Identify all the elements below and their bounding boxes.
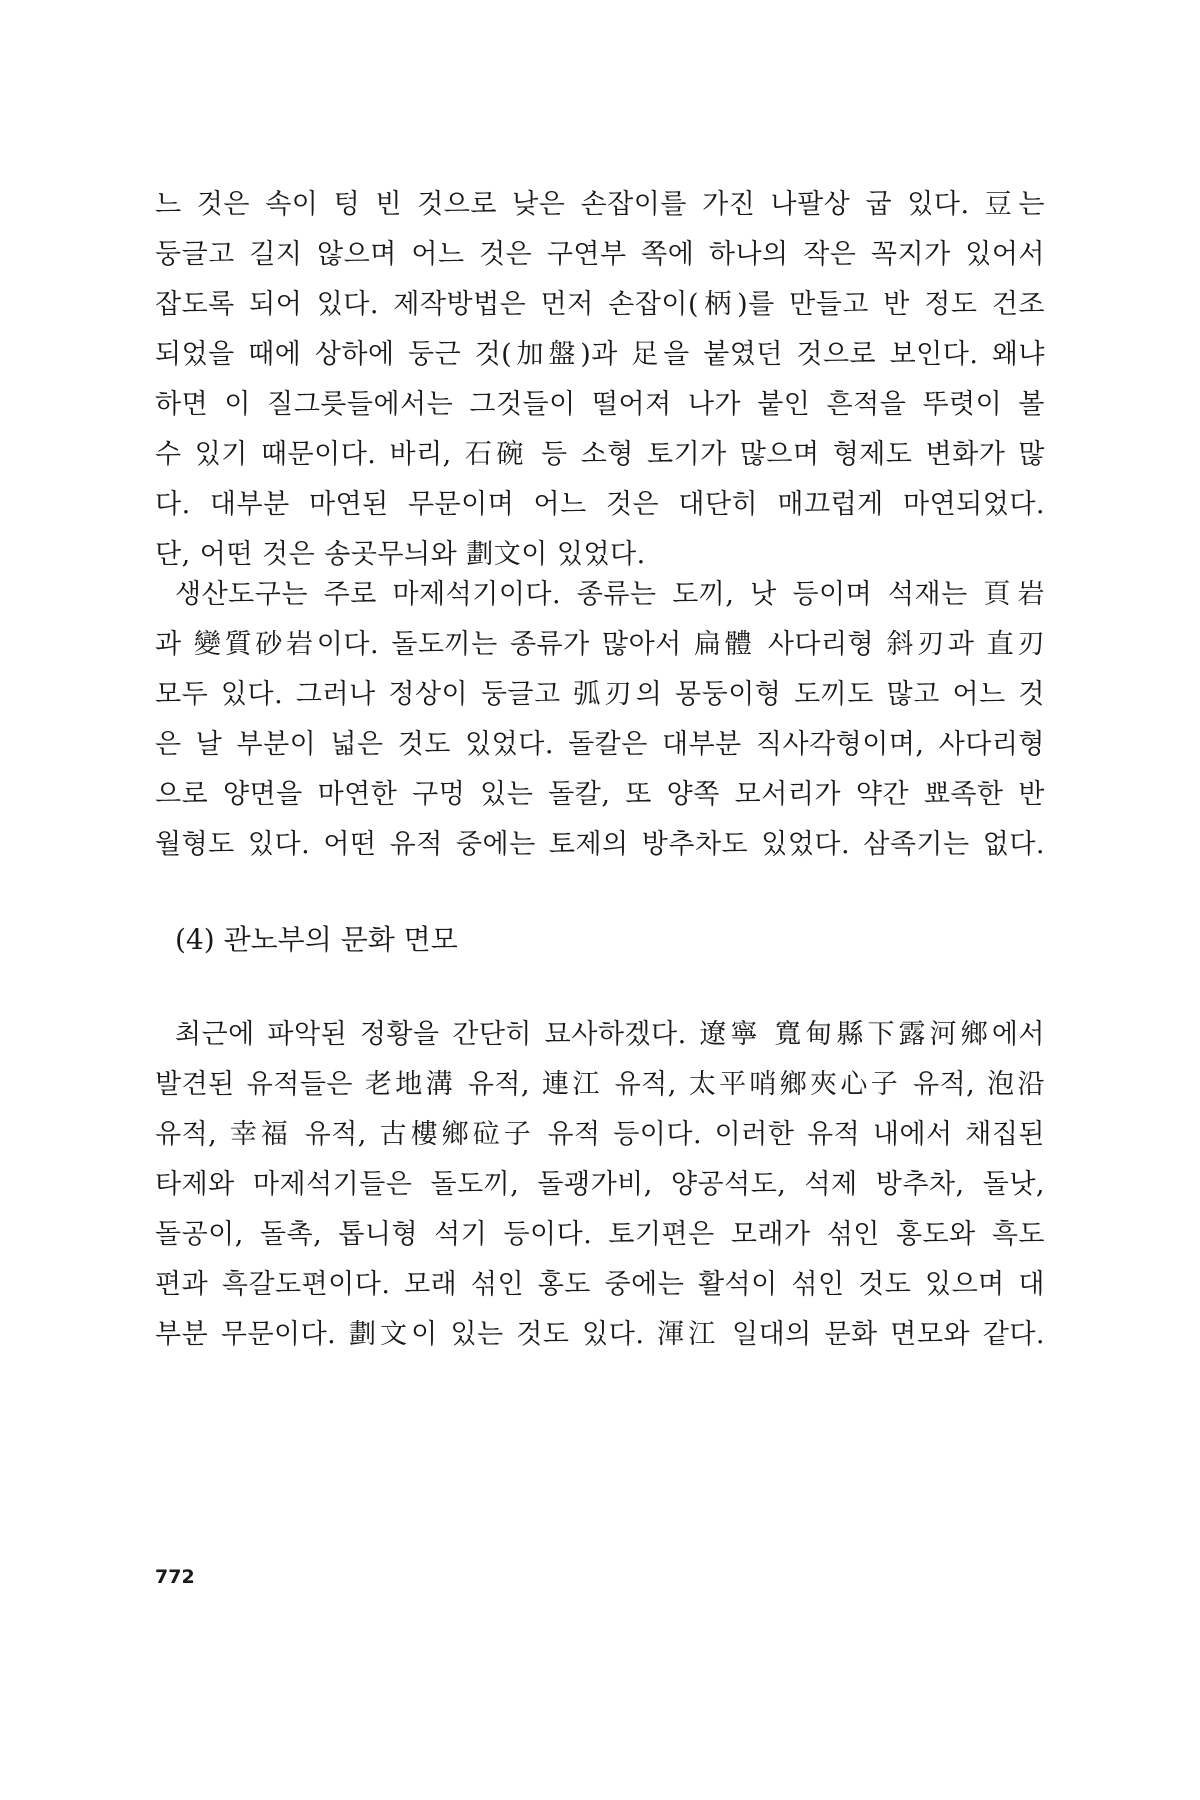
text-line: 유적, 幸福 유적, 古樓鄉砬子 유적 등이다. 이러한 유적 내에서 채집된 [155, 1119, 1045, 1150]
text-line: 잡도록 되어 있다. 제작방법은 먼저 손잡이(柄)를 만들고 반 정도 건조 [155, 289, 1045, 320]
section-heading: (4) 관노부의 문화 면모 [175, 923, 458, 956]
page-number: 772 [155, 1566, 195, 1588]
text-line: 으로 양면을 마연한 구멍 있는 돌칼, 또 양쪽 모서리가 약간 뾰족한 반 [155, 779, 1045, 810]
text-line: 생산도구는 주로 마제석기이다. 종류는 도끼, 낫 등이며 석재는 頁岩 [175, 579, 1045, 610]
text-line: 모두 있다. 그러나 정상이 둥글고 弧刃의 몽둥이형 도끼도 많고 어느 것 [155, 679, 1045, 710]
text-line: 은 날 부분이 넓은 것도 있었다. 돌칼은 대부분 직사각형이며, 사다리형 [155, 729, 1045, 760]
text-line: 발견된 유적들은 老地溝 유적, 連江 유적, 太平哨鄉夾心子 유적, 泡沿 [155, 1069, 1045, 1100]
text-line: 느 것은 속이 텅 빈 것으로 낮은 손잡이를 가진 나팔상 굽 있다. 豆는 [155, 189, 1045, 220]
text-line: 타제와 마제석기들은 돌도끼, 돌괭가비, 양공석도, 석제 방추차, 돌낫, [155, 1169, 1045, 1200]
text-line: 최근에 파악된 정황을 간단히 묘사하겠다. 遼寧 寬甸縣下露河鄉에서 [175, 1019, 1045, 1050]
text-line: 월형도 있다. 어떤 유적 중에는 토제의 방추차도 있었다. 삼족기는 없다. [155, 829, 1045, 860]
paragraph-gwannobu-culture [155, 1010, 1045, 1360]
paragraph-tools [155, 570, 1045, 870]
text-line: 단, 어떤 것은 송곳무늬와 劃文이 있었다. [155, 539, 646, 570]
text-line: 둥글고 길지 않으며 어느 것은 구연부 쪽에 하나의 작은 꼭지가 있어서 [155, 239, 1045, 270]
text-line: 과 變質砂岩이다. 돌도끼는 종류가 많아서 扁體 사다리형 斜刃과 直刃 [155, 629, 1045, 660]
text-line: 하면 이 질그릇들에서는 그것들이 떨어져 나가 붙인 흔적을 뚜렷이 볼 [155, 389, 1045, 420]
text-line: 부분 무문이다. 劃文이 있는 것도 있다. 渾江 일대의 문화 면모와 같다. [155, 1319, 1045, 1350]
text-line: 수 있기 때문이다. 바리, 石碗 등 소형 토기가 많으며 형제도 변화가 많 [155, 439, 1045, 470]
text-line: 돌공이, 돌촉, 톱니형 석기 등이다. 토기편은 모래가 섞인 홍도와 흑도 [155, 1219, 1045, 1250]
text-line: 편과 흑갈도편이다. 모래 섞인 홍도 중에는 활석이 섞인 것도 있으며 대 [155, 1269, 1045, 1300]
text-line: 다. 대부분 마연된 무문이며 어느 것은 대단히 매끄럽게 마연되었다. [155, 489, 1045, 520]
paragraph-pottery [155, 180, 1045, 580]
text-line: 되었을 때에 상하에 둥근 것(加盤)과 足을 붙였던 것으로 보인다. 왜냐 [155, 339, 1045, 370]
